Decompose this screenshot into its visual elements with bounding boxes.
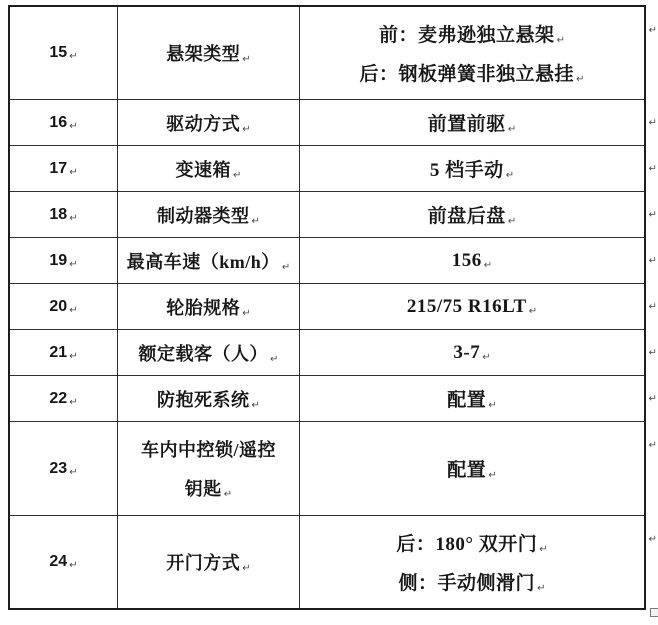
spec-label: 轮胎规格	[166, 297, 241, 318]
row-end-mark-icon: ↵	[648, 117, 657, 128]
paragraph-mark-icon: ↵	[556, 34, 565, 46]
spec-value-cell	[299, 100, 644, 145]
paragraph-mark-icon: ↵	[242, 54, 251, 65]
spec-value-cell	[299, 192, 644, 237]
paragraph-mark-icon: ↵	[505, 170, 515, 181]
row-number: 22	[49, 389, 68, 407]
row-number-cell	[10, 146, 117, 191]
row-number: 18	[49, 205, 68, 223]
row-end-mark-icon: ↵	[648, 440, 657, 451]
row-number: 20	[49, 297, 68, 315]
paragraph-mark-icon: ↵	[507, 216, 517, 227]
row-number-cell	[10, 422, 117, 515]
paragraph-mark-icon: ↵	[251, 399, 260, 411]
paragraph-mark-icon: ↵	[69, 258, 78, 270]
row-number: 16	[49, 113, 68, 131]
spec-value-cell	[299, 376, 644, 421]
paragraph-mark-icon: ↵	[482, 351, 491, 363]
row-number: 21	[49, 343, 68, 361]
paragraph-mark-icon: ↵	[69, 166, 78, 178]
paragraph-mark-icon: ↵	[69, 120, 78, 132]
spec-value-cell	[299, 146, 644, 191]
spec-label-cell	[117, 100, 299, 145]
table-row-23	[10, 421, 657, 515]
table-row-15	[10, 7, 657, 99]
spec-value-line: 156	[451, 249, 482, 271]
paragraph-mark-icon: ↵	[251, 215, 260, 227]
spec-label-cell	[117, 192, 299, 237]
row-end-mark-icon: ↵	[648, 534, 657, 545]
table-row-17	[10, 145, 657, 191]
spec-label: 最高车速（km/h）	[126, 251, 280, 272]
row-number-cell	[10, 330, 117, 375]
row-number-cell	[10, 516, 117, 608]
spec-label: 悬架类型	[166, 44, 241, 64]
table-row-22	[10, 375, 657, 421]
paragraph-mark-icon: ↵	[69, 350, 78, 362]
spec-label: 额定载客（人）	[138, 343, 269, 364]
spec-value-cell	[299, 238, 644, 283]
paragraph-mark-icon: ↵	[488, 470, 497, 481]
paragraph-mark-icon: ↵	[242, 123, 251, 135]
row-number-cell	[10, 376, 117, 421]
row-end-mark-icon: ↵	[648, 163, 657, 174]
spec-value-line: 侧：手动侧滑门	[398, 573, 536, 595]
spec-value-line: 5 档手动	[429, 160, 504, 181]
vehicle-spec-table	[8, 5, 657, 610]
spec-value-cell	[299, 284, 644, 329]
spec-value-line: 前置前驱	[427, 114, 506, 135]
paragraph-mark-icon: ↵	[270, 353, 279, 365]
spec-label-cell	[117, 7, 299, 99]
row-end-mark-icon: ↵	[648, 255, 657, 266]
row-number: 19	[49, 251, 68, 269]
spec-label: 制动器类型	[157, 205, 250, 226]
spec-label-cell	[117, 330, 299, 375]
spec-label-cell	[117, 284, 299, 329]
spec-value-line: 后：钢板弹簧非独立悬挂	[359, 64, 575, 86]
spec-label-cell	[117, 422, 299, 515]
table-row-16	[10, 99, 657, 145]
row-end-mark-icon: ↵	[648, 347, 657, 358]
spec-label: 驱动方式	[166, 113, 241, 134]
row-number-cell	[10, 7, 117, 99]
spec-label: 防抱死系统	[157, 389, 250, 410]
row-number: 24	[49, 553, 68, 570]
spec-value-cell	[299, 516, 644, 608]
row-number: 23	[49, 459, 68, 477]
paragraph-mark-icon: ↵	[223, 489, 233, 501]
spec-label: 变速箱	[175, 159, 232, 180]
spec-value-line: 3-7	[453, 341, 481, 363]
paragraph-mark-icon: ↵	[69, 212, 78, 224]
paragraph-mark-icon: ↵	[528, 305, 538, 317]
paragraph-mark-icon: ↵	[483, 259, 493, 271]
row-number: 15	[49, 44, 68, 61]
row-number-cell	[10, 100, 117, 145]
table-row-18	[10, 191, 657, 237]
row-number-cell	[10, 284, 117, 329]
spec-label-cell	[117, 146, 299, 191]
paragraph-mark-icon: ↵	[69, 466, 78, 478]
row-end-mark-icon: ↵	[648, 25, 657, 36]
spec-value-cell	[299, 7, 644, 99]
paragraph-mark-icon: ↵	[242, 563, 251, 574]
row-number-cell	[10, 192, 117, 237]
spec-label: 开门方式	[166, 553, 241, 573]
paragraph-mark-icon: ↵	[507, 124, 517, 135]
paragraph-mark-icon: ↵	[69, 396, 78, 408]
paragraph-mark-icon: ↵	[576, 74, 585, 86]
spec-value-line: 配置	[447, 390, 487, 411]
spec-label-cell	[117, 376, 299, 421]
spec-value-cell	[299, 422, 644, 515]
spec-label-line: 车内中控锁/遥控	[140, 439, 276, 460]
spec-label-cell	[117, 238, 299, 283]
row-end-mark-icon: ↵	[648, 393, 657, 404]
row-number: 17	[49, 159, 68, 177]
paragraph-mark-icon: ↵	[242, 307, 251, 319]
spec-value-cell	[299, 330, 644, 375]
paragraph-mark-icon: ↵	[233, 169, 242, 181]
paragraph-mark-icon: ↵	[69, 51, 78, 62]
spec-label-line: 钥匙	[184, 479, 222, 500]
paragraph-mark-icon: ↵	[488, 400, 497, 411]
spec-label-cell	[117, 516, 299, 608]
paragraph-mark-icon: ↵	[281, 261, 291, 273]
table-row-24	[10, 515, 657, 608]
end-of-table-marker-icon	[650, 608, 658, 617]
paragraph-mark-icon: ↵	[539, 543, 548, 555]
paragraph-mark-icon: ↵	[69, 560, 78, 571]
spec-value-line: 215/75 R16LT	[406, 295, 527, 317]
row-end-mark-icon: ↵	[648, 301, 657, 312]
table-row-21	[10, 329, 657, 375]
paragraph-mark-icon: ↵	[537, 583, 546, 595]
spec-value-line: 后：180° 双开门	[396, 533, 538, 555]
row-number-cell	[10, 238, 117, 283]
paragraph-mark-icon: ↵	[69, 304, 78, 316]
row-end-mark-icon: ↵	[648, 209, 657, 220]
spec-value-line: 配置	[447, 460, 487, 481]
spec-value-line: 前：麦弗逊独立悬架	[379, 24, 555, 46]
table-row-20	[10, 283, 657, 329]
table-row-19	[10, 237, 657, 283]
spec-value-line: 前盘后盘	[427, 206, 506, 227]
